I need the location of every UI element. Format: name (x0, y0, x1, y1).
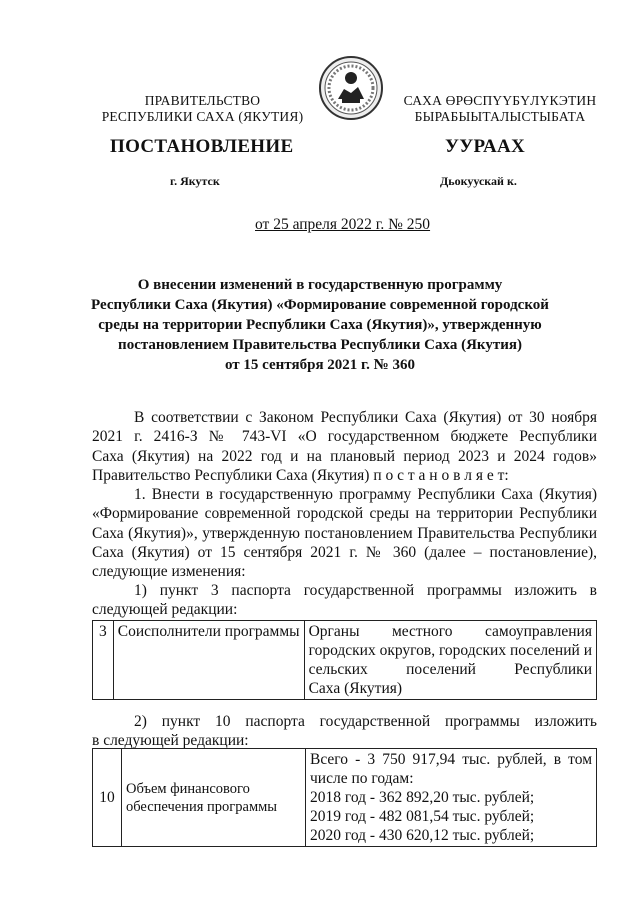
text-line: в следующей редакции: (92, 732, 249, 750)
issuer-sakha (390, 93, 610, 125)
doc-type-sakha: УУРААХ (445, 136, 526, 157)
issuer-ru-line1: ПРАВИТЕЛЬСТВО (144, 93, 261, 108)
text-line: 1. Внести в государственную программу Республики Саха (Якутия) (134, 486, 597, 503)
text-line: 2019 год - 482 081,54 тыс. рублей; (310, 808, 535, 825)
text-line: 1) пункт 3 паспорта государственной программы изложить в (134, 582, 597, 599)
paragraph-item-1 (92, 485, 597, 581)
issuer-sakha-line2: БЫРАБЫЫТАЛЫСТЫБАТА (414, 109, 586, 124)
row-value (306, 749, 597, 847)
table-row (93, 621, 597, 700)
heading-line: О внесении изменений в государственную программу (137, 277, 503, 293)
row-value (304, 621, 596, 700)
text-line: В соответствии с Законом Республики Саха (Якутия) от 30 ноября (134, 409, 597, 426)
text-line: числе по годам: (310, 770, 414, 787)
heading-line: от 15 сентября 2021 г. № 360 (225, 357, 415, 373)
text-line: городских округов, городских поселений и (308, 642, 592, 659)
issuer-ru-line2: РЕСПУБЛИКИ САХА (ЯКУТИЯ) (101, 109, 304, 124)
row-number: 3 (93, 621, 114, 700)
paragraph-subitem-2 (92, 712, 597, 751)
paragraph-preamble (92, 408, 597, 485)
text-line: Органы местного самоуправления (308, 623, 592, 640)
text-line: Саха (Якутия) (308, 680, 403, 697)
text-line: сельских поселений Республики (308, 661, 592, 678)
city-sakha: Дьокуускай к. (440, 174, 517, 188)
row-number: 10 (93, 749, 122, 847)
document-date-number: от 25 апреля 2022 г. № 250 (255, 216, 431, 233)
text-line: Правительство Республики Саха (Якутия) п о с т а н о в л я е т: (92, 466, 509, 484)
text-line: следующей редакции: (92, 601, 238, 619)
text-line: следующие изменения: (92, 563, 246, 581)
text-line: 2) пункт 10 паспорта государственной программы изложить (134, 713, 597, 730)
doc-type-ru: ПОСТАНОВЛЕНИЕ (110, 136, 294, 157)
passport-table-item-10 (92, 748, 597, 847)
coat-of-arms-icon (318, 55, 384, 121)
text-line: «Формирование современной городской среды на территории Республики (92, 505, 597, 523)
text-line: Объем финансового (126, 780, 250, 797)
issuer-sakha-line1: САХА ӨРӨСПҮҮБҮЛҮКЭТИН (403, 93, 597, 108)
document-heading (70, 275, 570, 375)
heading-line: среды на территории Республики Саха (Якутия)», утвержденную (98, 317, 542, 333)
text-line: обеспечения программы (126, 798, 278, 815)
heading-line: Республики Саха (Якутия) «Формирование современной городской (91, 297, 549, 313)
text-line: Всего - 3 750 917,94 тыс. рублей, в том (310, 751, 592, 768)
city-ru: г. Якутск (170, 174, 220, 188)
text-line: Саха (Якутия) на 2022 год и на плановый период 2023 и 2024 годов» (92, 447, 597, 465)
issuer-ru (95, 93, 310, 125)
paragraph-subitem-1 (92, 581, 597, 620)
passport-table-item-3 (92, 620, 597, 700)
text-line: 2018 год - 362 892,20 тыс. рублей; (310, 789, 535, 806)
row-label (122, 749, 306, 847)
text-line: 2021 г. 2416-З № 743-VI «О государственном бюджете Республики (92, 428, 597, 446)
row-label: Соисполнители программы (113, 621, 304, 700)
text-line: Саха (Якутия)», утвержденную постановлением Правительства Республики (92, 524, 597, 542)
table-row (93, 749, 597, 847)
text-line: 2020 год - 430 620,12 тыс. рублей; (310, 827, 535, 844)
heading-line: постановлением Правительства Республики Саха (Якутия) (118, 337, 522, 353)
text-line: Саха (Якутия) от 15 сентября 2021 г. № 360 (далее – постановление), (92, 543, 597, 561)
